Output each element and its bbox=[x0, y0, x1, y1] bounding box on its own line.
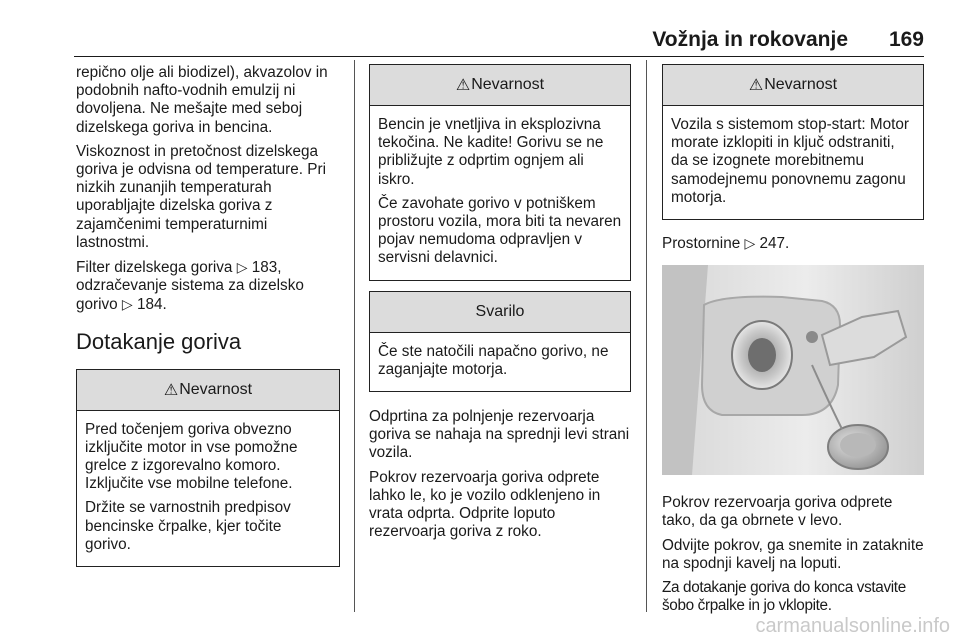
section-heading: Dotakanje goriva bbox=[76, 328, 242, 354]
caution-box bbox=[369, 291, 631, 392]
arrow-reference-icon: ▷ bbox=[121, 296, 133, 313]
fuel-filler-photo bbox=[662, 265, 924, 475]
warning-triangle-icon: ⚠ bbox=[163, 381, 179, 399]
paragraph: Za dotakanje goriva do konca vstavite šobo črpalke in jo vklopite. bbox=[662, 579, 906, 615]
warning-triangle-icon: ⚠ bbox=[748, 77, 764, 94]
danger-box-header bbox=[663, 65, 923, 106]
danger-box-header bbox=[77, 370, 339, 411]
danger-box bbox=[369, 64, 631, 281]
danger-box-header bbox=[370, 65, 630, 106]
header-rule bbox=[74, 56, 924, 57]
text: 247. bbox=[759, 235, 790, 253]
column-right bbox=[662, 64, 924, 621]
page-number: 169 bbox=[888, 28, 924, 51]
paragraph-with-references bbox=[76, 258, 340, 315]
paragraph-with-reference bbox=[662, 234, 924, 253]
column-middle bbox=[369, 64, 631, 547]
box-title: Nevarnost bbox=[471, 76, 545, 93]
warning-triangle-icon: ⚠ bbox=[455, 77, 471, 94]
danger-box-body bbox=[370, 106, 630, 280]
box-title: Nevarnost bbox=[179, 380, 253, 398]
danger-box-body bbox=[77, 411, 339, 566]
danger-box bbox=[76, 369, 340, 567]
box-title: Svarilo bbox=[475, 302, 525, 320]
paragraph: Odvijte pokrov, ga snemite in zataknite na spodnji kavelj na loputi. bbox=[662, 536, 924, 572]
danger-box bbox=[662, 64, 924, 220]
page-header bbox=[0, 0, 960, 56]
paragraph: Pokrov rezervoarja goriva odprete tako, da ga obrnete v levo. bbox=[662, 494, 893, 530]
paragraph: Če zavohate gorivo v potniškem prostoru vozila, mora biti ta nevaren pojav nemudoma odpravljen v servisni delavnici. bbox=[378, 194, 622, 267]
paragraph: Bencin je vnetljiva in eksplozivna tekočina. Ne kadite! Gorivu se ne približujte z odprtim ognjem ali iskro. bbox=[378, 116, 604, 188]
danger-box-body bbox=[663, 106, 923, 219]
column-divider bbox=[646, 60, 647, 612]
arrow-reference-icon: ▷ bbox=[744, 235, 756, 252]
text: Prostornine bbox=[662, 235, 741, 253]
paragraph: Pred točenjem goriva obvezno izključite motor in vse pomožne grelce z izgorevalno komoro. Izključite vse mobilne telefone. bbox=[85, 420, 298, 493]
column-left bbox=[76, 64, 340, 577]
paragraph: Če ste natočili napačno gorivo, ne zaganjajte motorja. bbox=[378, 342, 609, 378]
paragraph: repično olje ali biodizel), akvazolov in podobnih nafto-vodnih emulzij ni dovoljena. Ne mešajte med seboj dizelskega goriva in bencina. bbox=[76, 64, 328, 136]
caution-box-header bbox=[370, 292, 630, 333]
paragraph: Držite se varnostnih predpisov bencinske črpalke, kjer točite gorivo. bbox=[85, 499, 291, 553]
text: Filter dizelskega goriva bbox=[76, 259, 233, 277]
arrow-reference-icon: ▷ bbox=[236, 259, 248, 276]
text: 184. bbox=[136, 296, 167, 314]
column-divider bbox=[354, 60, 355, 612]
watermark: carmanualsonline.info bbox=[755, 615, 950, 637]
text: 183, odzračevanje sistema za dizelsko gorivo bbox=[76, 259, 304, 314]
paragraph: Vozila s sistemom stop-start: Motor morate izklopiti in ključ odstraniti, da se izognete morebitnemu samodejnemu ponovnemu zagonu motorja. bbox=[671, 116, 910, 206]
box-title: Nevarnost bbox=[764, 76, 838, 93]
page-title: Vožnja in rokovanje bbox=[652, 28, 848, 51]
paragraph: Odprtina za polnjenje rezervoarja goriva se nahaja na sprednji levi strani vozila. bbox=[369, 408, 630, 462]
paragraph: Viskoznost in pretočnost dizelskega goriva je odvisna od temperature. Pri nizkih zunanjih temperaturah uporabljajte dizelska goriva z zajamčenimi temperaturnimi lastnostmi. bbox=[76, 142, 326, 251]
caution-box-body bbox=[370, 333, 630, 391]
paragraph: Pokrov rezervoarja goriva odprete lahko le, ko je vozilo odklenjeno in vrata odprta. Odprite loputo rezervoarja goriva z roko. bbox=[369, 468, 601, 541]
